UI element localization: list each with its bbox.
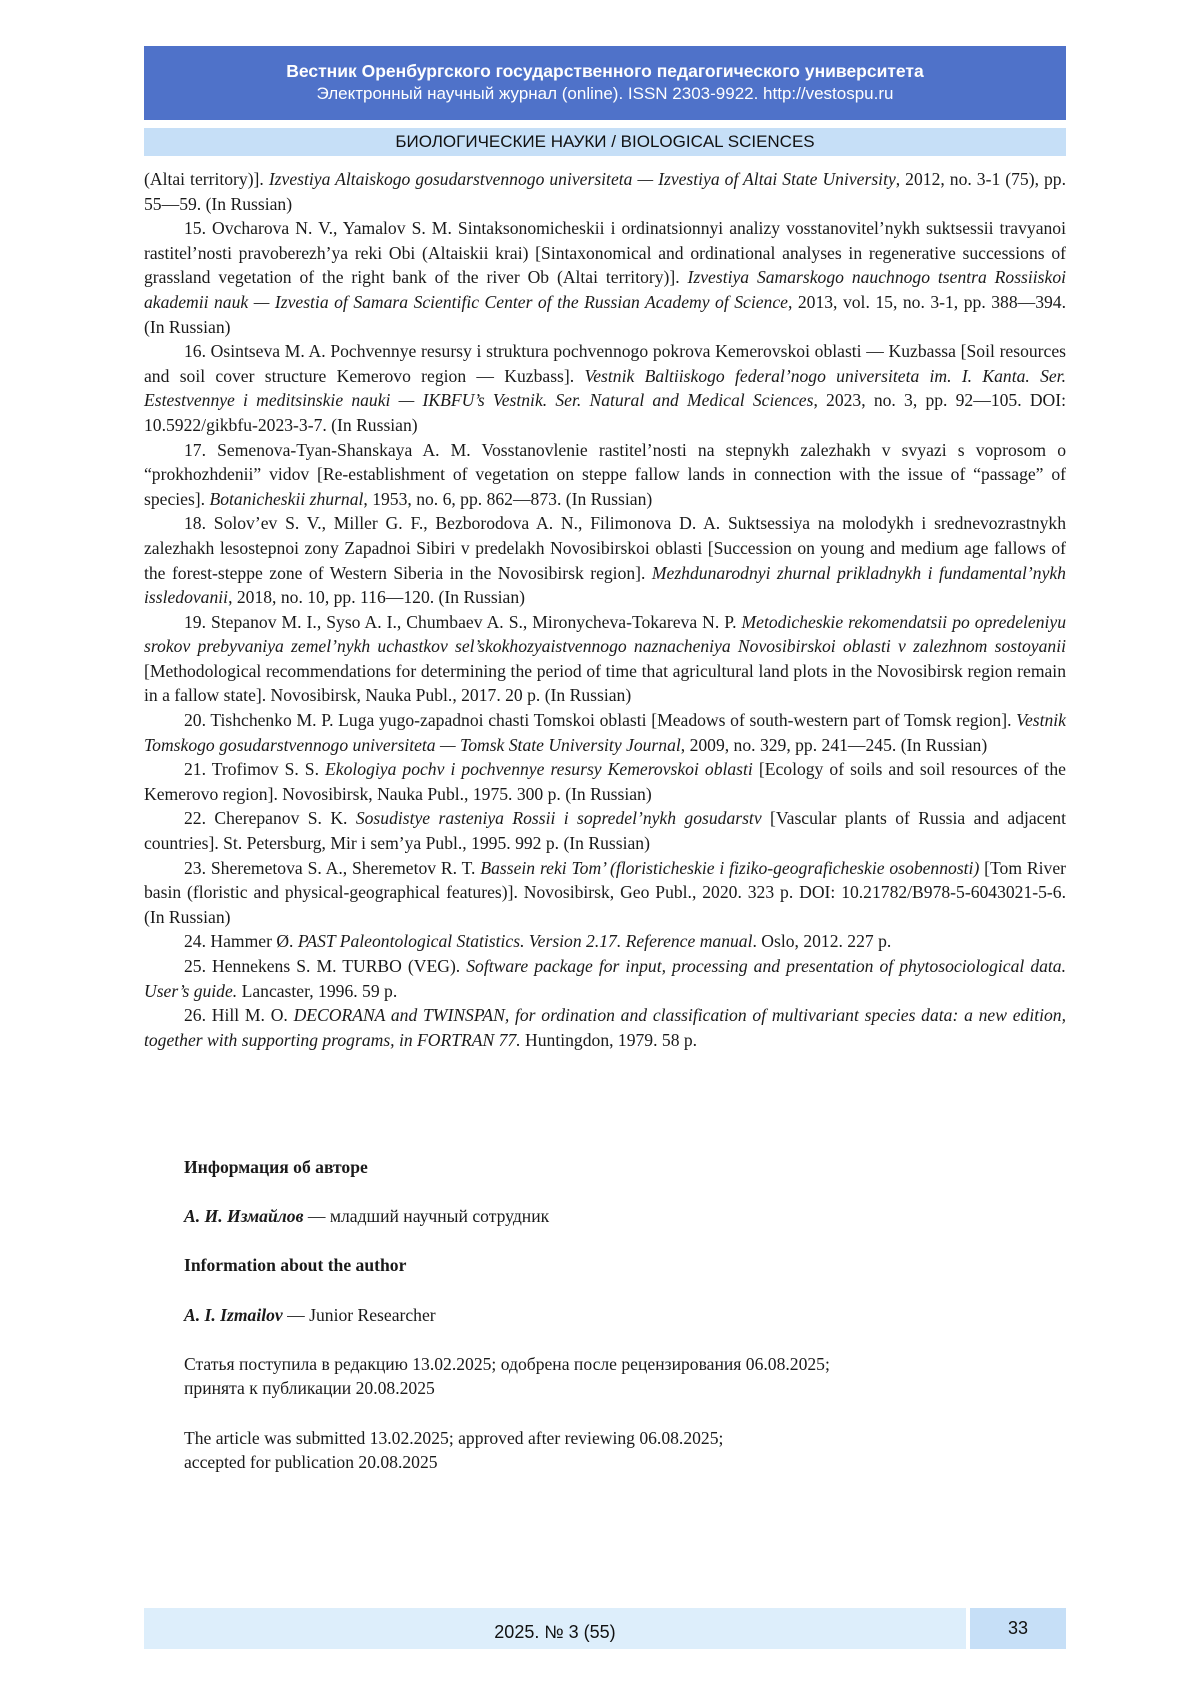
reference-text-segment: 19. Stepanov M. I., Syso A. I., Chumbaev A. S., Mironycheva-Tokareva N. P. [184,611,742,632]
reference-text-segment: . Oslo, 2012. 227 p. [752,931,892,952]
reference-italic-segment: Bassein reki Tom’ (floristicheskie i fiziko-geograficheskie osobennosti) [480,857,980,878]
reference-text-segment: 21. Trofimov S. S. [184,759,326,780]
author-heading-ru: Информация об авторе [184,1157,368,1177]
reference-text-segment: 17. Semenova-Tyan-Shanskaya A. M. Vosstanovlenie rastitel’nosti na stepnykh zalezhakh v svyazi s voprosom o “prokhozhdenii” vidov [Re-establishment of vegetation on steppe fallow lands in connection with the issue of “passage” of species]. [144,439,1066,509]
section-heading: БИОЛОГИЧЕСКИЕ НАУКИ / BIOLOGICAL SCIENCES [144,128,1066,156]
journal-header [144,46,1066,120]
reference-text-segment: 16. Osintseva M. A. Pochvennye resursy i struktura pochvennogo pokrova Kemerovskoi oblasti — Kuzbassa [Soil resources and soil cover structure Kemerovo region — Kuzbass]. [144,341,1066,386]
reference-text-segment: 24. Hammer Ø. [184,931,298,952]
reference-text-segment: [Methodological recommendations for determining the period of time that agricultural land plots in the Novosibirsk region remain in a fallow state]. Novosibirsk, Nauka Publ., 2017. 20 p. (In Russian) [144,660,1066,706]
reference-text-segment: 20. Tishchenko M. P. Luga yugo-zapadnoi chasti Tomskoi oblasti [Meadows of south-western part of Tomsk region]. [184,710,1017,731]
reference-italic-segment: Vestnik Baltiiskogo federal’nogo universiteta im. I. Kanta. Ser. Estestvennye i meditsinskie nauki — IKBFU’s Vestnik. Ser. Natural and Medical Sciences [144,365,1066,411]
reference-entry [144,438,1066,512]
reference-text-segment: , 2023, no. 3, pp. 92—105. DOI: 10.5922/gikbfu-2023-3-7. (In Russian) [144,390,1066,435]
reference-italic-segment: DECORANA and TWINSPAN, for ordination and classification of multivariant species data: a new edition, together with supporting programs, in FORTRAN 77. [144,1005,1066,1050]
reference-italic-segment: Botanicheskii zhurnal [209,488,364,509]
reference-text-segment: [Ecology of soils and soil resources of the Kemerovo region]. Novosibirsk, Nauka Publ., 1975. 300 p. (In Russian) [144,759,1066,804]
reference-entry [144,511,1066,609]
reference-text-segment: 23. Sheremetova S. A., Sheremetov R. T. [184,857,481,878]
reference-italic-segment: PAST Paleontological Statistics. Version 2.17. Reference manual [297,931,753,952]
reference-text-segment: , 1953, no. 6, pp. 862—873. (In Russian) [363,488,653,509]
author-name-ru: А. И. Измайлов [184,1206,304,1227]
reference-text-segment: , 2012, no. 3-1 (75), pp. 55—59. (In Russian) [144,169,1066,214]
reference-italic-segment: Izvestiya Altaiskogo gosudarstvennogo universiteta — Izvestiya of Altai State University [268,169,896,189]
author-position-en: — Junior Researcher [282,1304,436,1325]
author-info [184,1155,1064,1499]
reference-entry [144,167,1066,216]
reference-text-segment: 15. Ovcharova N. V., Yamalov S. M. Sintaksonomicheskii i ordinatsionnyi analizy vosstanovitel’nykh suktsessii travyanoi rastitel’nosti pravoberezh’ya reki Obi (Altaiskii krai) [Sintaxonomical and ordinational analyses in regenerative successions of grassland vegetation of the right bank of the river Ob (Altai territory)]. [144,218,1066,288]
reference-entry [144,856,1066,930]
reference-entry [144,954,1066,1003]
reference-entry [144,339,1066,437]
reference-text-segment: 25. Hennekens S. M. TURBO (VEG). [184,956,467,976]
reference-italic-segment: Izvestiya Samarskogo nauchnogo tsentra Rossiiskoi akademii nauk — Izvestia of Samara Scientific Center of the Russian Academy of Science [144,267,1067,312]
author-line-ru [184,1204,1064,1229]
reference-entry [144,708,1066,757]
reference-text-segment: , 2018, no. 10, pp. 116—120. (In Russian) [228,587,526,608]
reference-entry [144,806,1066,855]
reference-entry [144,1003,1066,1052]
issue-footer: 2025. № 3 (55) [144,1608,966,1649]
reference-text-segment: , 2013, vol. 15, no. 3-1, pp. 388—394. (In Russian) [144,291,1066,337]
reference-italic-segment: Metodicheskie rekomendatsii po opredeleniyu srokov prebyvaniya zemel’nykh uchastkov sel’skokhozyaistvennogo naznacheniya Novosibirskoi oblasti v zalezhnom sostoyanii [144,611,1066,657]
dates-en-line1: The article was submitted 13.02.2025; approved after reviewing 06.08.2025; [184,1427,724,1448]
reference-italic-segment: Vestnik Tomskogo gosudarstvennogo universiteta — Tomsk State University Journal [144,710,1066,755]
author-name-en: A. I. Izmailov [184,1304,283,1325]
reference-italic-segment: Ekologiya pochv i pochvennye resursy Kemerovskoi oblasti [325,759,753,780]
reference-italic-segment: Sosudistye rasteniya Rossii i sopredel’nykh gosudarstv [355,808,762,829]
reference-text-segment: Lancaster, 1996. 59 p. [237,980,398,1001]
reference-entry [144,929,1066,954]
reference-text-segment: 18. Solov’ev S. V., Miller G. F., Bezborodova A. N., Filimonova D. A. Suktsessiya na molodykh i srednevozrastnykh zalezhakh lesostepnoi zony Zapadnoi Sibiri v predelakh Novosibirskoi oblasti [Succession on young and medium age fallows of the forest-steppe zone of Western Siberia in the Novosibirsk region]. [144,513,1066,583]
reference-text-segment: , 2009, no. 329, pp. 241—245. (In Russian) [680,734,988,755]
reference-text-segment: 26. Hill M. O. [184,1005,294,1026]
reference-text-segment: [Vascular plants of Russia and adjacent countries]. St. Petersburg, Mir i sem’ya Publ., 1995. 992 p. (In Russian) [144,808,1066,854]
article-dates-en [184,1426,1064,1475]
reference-entry [144,610,1066,708]
journal-title: Вестник Оренбургского государственного педагогического университета [286,61,924,81]
page-number: 33 [970,1608,1066,1649]
reference-entry [144,757,1066,806]
dates-ru-line1: Статья поступила в редакцию 13.02.2025; одобрена после рецензирования 06.08.2025; [184,1353,830,1374]
reference-text-segment: (Altai territory)]. [144,169,269,189]
author-position-ru: — младший научный сотрудник [303,1206,550,1227]
author-line-en [184,1303,1064,1328]
reference-text-segment: 22. Cherepanov S. K. [184,808,356,829]
reference-list [144,167,1066,1052]
reference-text-segment: Huntingdon, 1979. 58 p. [520,1029,698,1050]
reference-italic-segment: Software package for input, processing and presentation of phytosociological data. User’s guide. [144,956,1067,1001]
reference-entry [144,216,1066,339]
dates-ru-line2: принята к публикации 20.08.2025 [184,1378,435,1399]
reference-text-segment: [Tom River basin (floristic and physical-geographical features)]. Novosibirsk, Geo Publ., 2020. 323 p. DOI: 10.21782/B978-5-6043021-5-6. (In Russian) [144,857,1066,927]
author-heading-en: Information about the author [184,1255,407,1276]
reference-italic-segment: Mezhdunarodnyi zhurnal prikladnykh i fundamental’nykh issledovanii [144,562,1066,608]
journal-subtitle: Электронный научный журнал (online). ISSN 2303-9922. http://vestospu.ru [316,84,894,103]
dates-en-line2: accepted for publication 20.08.2025 [184,1452,438,1473]
article-dates-ru [184,1352,1064,1401]
